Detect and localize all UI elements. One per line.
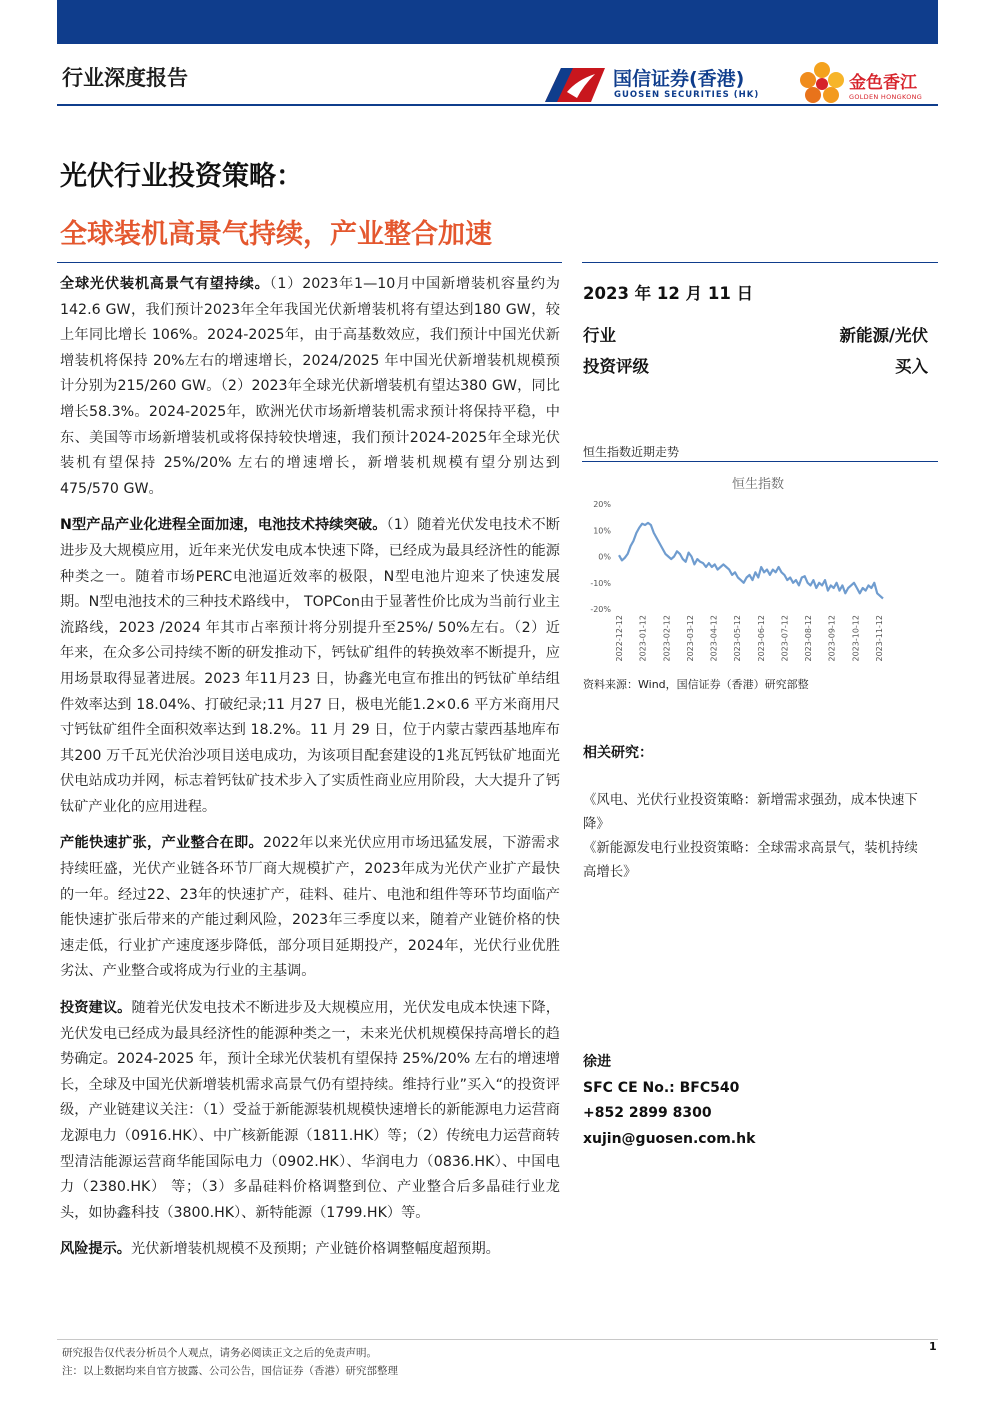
related-research-item[interactable]: 《新能源发电行业投资策略：全球需求高景气，装机持续高增长》 <box>583 841 918 880</box>
x-tick-label: 2023-07-12 <box>780 615 790 662</box>
y-tick-label: 10% <box>593 526 611 536</box>
x-tick-label: 2023-06-12 <box>756 615 766 662</box>
y-tick-label: -20% <box>590 605 611 614</box>
author-phone: +852 2899 8300 <box>583 1105 712 1121</box>
partner-cn: 金色香江 <box>849 73 917 93</box>
industry-label: 行业 <box>583 326 616 345</box>
footer-divider <box>57 1339 938 1340</box>
report-date: 2023 年 12 月 11 日 <box>583 284 754 303</box>
author-block <box>583 1050 928 1152</box>
x-tick-label: 2023-10-12 <box>851 615 861 662</box>
x-tick-label: 2023-01-12 <box>638 615 648 662</box>
chart-source: 资料来源：Wind，国信证券（香港）研究部整 <box>583 678 809 691</box>
body-paragraph <box>60 996 560 1226</box>
brand-en: GUOSEN SECURITIES (HK) <box>614 90 760 100</box>
rating-row <box>583 353 928 377</box>
rating-value: 买入 <box>895 357 928 376</box>
related-research-list <box>583 789 928 885</box>
series-line <box>619 523 883 599</box>
body-paragraph <box>60 513 560 820</box>
guosen-logo <box>543 60 793 108</box>
page-number: 1 <box>929 1340 937 1353</box>
header-divider <box>57 104 938 106</box>
x-tick-label: 2023-08-12 <box>804 615 814 662</box>
author-sfc: SFC CE No.: BFC540 <box>583 1079 740 1096</box>
hsi-line-chart <box>583 466 933 672</box>
y-tick-label: -10% <box>590 578 611 588</box>
body-paragraph <box>60 1237 560 1263</box>
body-paragraph <box>60 831 560 985</box>
industry-value: 新能源/光伏 <box>839 326 928 345</box>
rating-label: 投资评级 <box>583 357 649 376</box>
related-research-item[interactable]: 《风电、光伏行业投资策略：新增需求强劲，成本快速下降》 <box>583 793 918 832</box>
paragraph-lead: 产能快速扩张，产业整合在即。 <box>60 835 263 852</box>
guosen-logo-icon <box>543 62 609 106</box>
partner-en: GOLDEN HONGKONG <box>849 93 923 101</box>
paragraph-lead: 投资建议。 <box>60 1000 132 1017</box>
y-tick-label: 20% <box>593 500 611 509</box>
industry-row <box>583 322 928 346</box>
paragraph-lead: 风险提示。 <box>60 1241 131 1258</box>
x-tick-label: 2022-12-12 <box>615 615 624 662</box>
paragraph-lead: 全球光伏装机高景气有望持续。 <box>60 276 270 292</box>
x-tick-label: 2023-09-12 <box>827 615 837 662</box>
x-tick-label: 2023-11-12 <box>875 615 884 662</box>
report-type-label: 行业深度报告 <box>62 66 188 90</box>
chart-title: 恒生指数 <box>731 477 785 492</box>
x-tick-label: 2023-04-12 <box>709 615 719 662</box>
brand-cn: 国信证券(香港) <box>613 68 745 90</box>
x-tick-label: 2023-05-12 <box>733 615 743 662</box>
paragraph-text: 随着光伏发电技术不断进步及大规模应用，光伏发电成本快速下降，光伏发电已经成为最具经济性的能源种类之一，未来光伏机规模保持高增长的趋势确定。2024-2025 年，预计全球光伏装机有望保持 25%/20% 左右的增速增长，全球及中国光伏新增装机需求高景气仍有望持续。维持行业”买入“的投资评级，产业链建议关注：（1）受益于新能源装机规模快速增长的新能源电力运营商龙源电力（0916.HK）、中广核新能源（1811.HK）等；（2）传统电力运营商转型清洁能源运营商华能国际电力（0902.HK）、华润电力（0836.HK）、中国电力（2380.HK） 等；（3）多晶硅料价格调整到位、产业整合后多晶硅行业龙头，如协鑫科技（3800.HK）、新特能源（1799.HK）等。 <box>60 1000 560 1221</box>
body-paragraph <box>60 272 560 502</box>
body-top-divider <box>57 262 562 263</box>
top-banner <box>57 0 938 44</box>
source-note: 注：以上数据均来自官方披露、公司公告，国信证券（香港）研究部整理 <box>62 1365 398 1377</box>
paragraph-text: 光伏新增装机规模不及预期；产业链价格调整幅度超预期。 <box>130 1241 500 1258</box>
report-subtitle: 全球装机高景气持续，产业整合加速 <box>60 219 492 250</box>
x-tick-label: 2023-02-12 <box>662 615 672 662</box>
x-tick-label: 2023-03-12 <box>685 615 695 662</box>
paragraph-text: （1）随着光伏发电技术不断进步及大规模应用，近年来光伏发电成本快速下降，已经成为最具经济性的能源种类之一。随着市场PERC电池逼近效率的极限，N型电池片迎来了快速发展期。N型电池技术的三种技术路线中， TOPCon由于显著性价比成为当前行业主流路线，2023 /2024 年其市占率预计将分别提升至25%/ 50%左右。（2）近年来，在众多公司持续不断的研发推动下，钙钛矿组件的转换效率不断提升，应用场景取得显著进展。2023 年11月23 日，协鑫光电宣布推出的钙钛矿单结组件效率达到 18.04%、打破纪录;11 月27 日，极电光能1.2×0.6 平方米商用尺寸钙钛矿组件全面积效率达到 18.2%。11 月 29 日，位于内蒙古蒙西基地库布其200 万千瓦光伏治沙项目送电成功，为该项目配套建设的1兆瓦钙钛矿地面光伏电站成功并网，标志着钙钛矿技术步入了实质性商业应用阶段，大大提升了钙钛矿产业化的应用进程。 <box>60 517 560 815</box>
paragraph-lead: N型产品产业化进程全面加速，电池技术持续突破。 <box>60 517 387 534</box>
y-tick-label: 0% <box>598 552 611 562</box>
report-title: 光伏行业投资策略： <box>60 161 303 192</box>
sidebar-top-divider <box>582 262 938 263</box>
body-column <box>60 272 560 1274</box>
chart-section-title: 恒生指数近期走势 <box>583 445 680 459</box>
footer-notes <box>62 1344 398 1380</box>
golden-hongkong-logo <box>797 58 937 108</box>
author-email[interactable]: xujin@guosen.com.hk <box>583 1130 756 1147</box>
golden-hongkong-flower-icon <box>797 58 847 108</box>
disclaimer-note: 研究报告仅代表分析员个人观点，请务必阅读正文之后的免责声明。 <box>62 1347 377 1359</box>
related-research-title: 相关研究： <box>583 745 653 761</box>
paragraph-text: 2022年以来光伏应用市场迅猛发展，下游需求持续旺盛，光伏产业链各环节厂商大规模扩产，2023年成为光伏产业扩产最快的一年。经过22、23年的快速扩产，硅料、硅片、电池和组件等环节均面临产能快速扩张后带来的产能过剩风险，2023年三季度以来，随着产业链价格的快速走低，行业扩产速度逐步降低，部分项目延期投产，2024年，光伏行业优胜劣汰、产业整合或将成为行业的主基调。 <box>60 835 560 980</box>
author-name: 徐进 <box>583 1054 611 1070</box>
chart-divider <box>582 461 938 462</box>
paragraph-text: （1）2023年1—10月中国新增装机容量约为142.6 GW，我们预计2023年全年我国光伏新增装机将有望达到180 GW，较上年同比增长 106%。2024-2025年，由于高基数效应，我们预计中国光伏新增装机将保持 20%左右的增速增长，2024/2025 年中国光伏新增装机规模预计分别为215/260 GW。（2）2023年全球光伏新增装机有望达380 GW，同比增长58.3%。2024-2025年，欧洲光伏市场新增装机需求预计将保持平稳，中东、美国等市场新增装机或将保持较快增速，我们预计2024-2025年全球光伏装机有望保持 25%/20% 左右的增速增长，新增装机规模有望分别达到 475/570 GW。 <box>60 276 560 497</box>
